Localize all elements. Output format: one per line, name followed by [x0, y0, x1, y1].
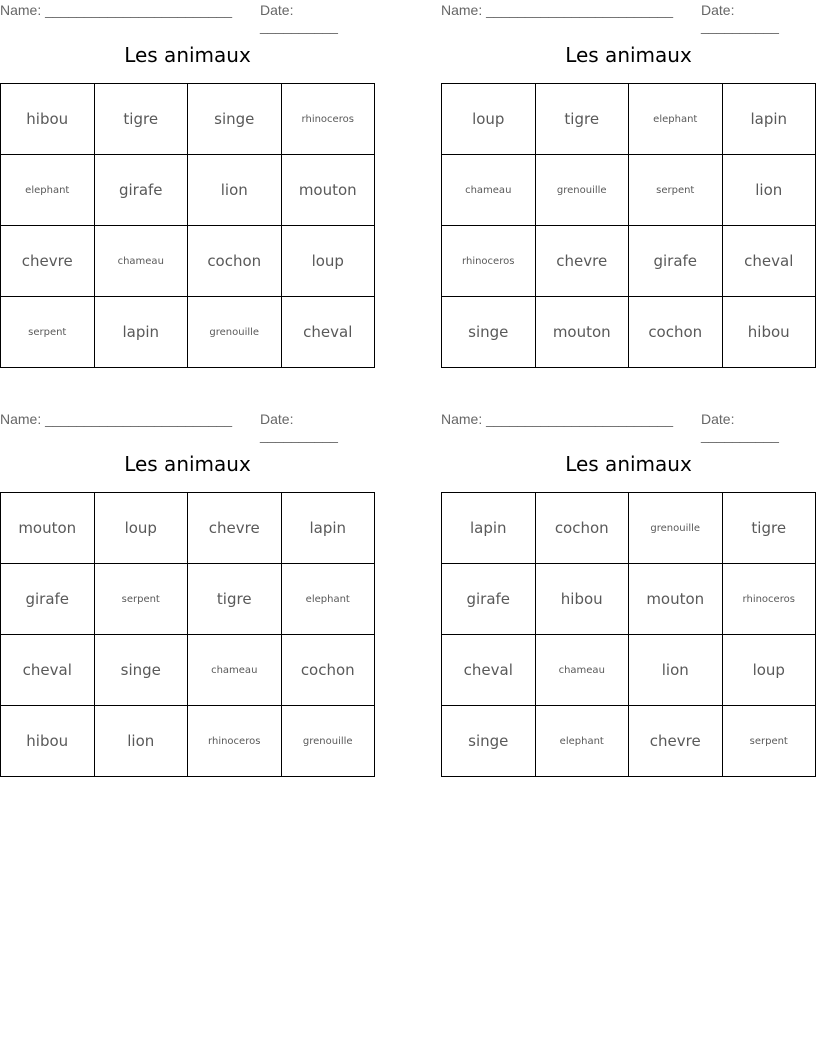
card-title: Les animaux — [565, 452, 692, 476]
grid-cell: lion — [188, 155, 282, 226]
grid-cell: cheval — [442, 635, 536, 706]
grid-cell: serpent — [94, 564, 188, 635]
grid-row — [1, 706, 375, 777]
date-label: Date: __________ — [260, 411, 338, 443]
grid-cell: lapin — [442, 493, 536, 564]
grid-cell: hibou — [722, 297, 816, 368]
grid-row — [442, 564, 816, 635]
grid-cell: cochon — [629, 297, 723, 368]
grid-cell: loup — [722, 635, 816, 706]
card-title: Les animaux — [124, 452, 251, 476]
grid-cell: mouton — [629, 564, 723, 635]
grid-cell: mouton — [1, 493, 95, 564]
grid-cell: elephant — [281, 564, 375, 635]
grid-cell: girafe — [94, 155, 188, 226]
date-label: Date: __________ — [701, 2, 779, 34]
grid-row — [442, 635, 816, 706]
grid-cell: chameau — [188, 635, 282, 706]
grid-cell: singe — [188, 84, 282, 155]
grid-row — [1, 84, 375, 155]
grid-cell: cochon — [281, 635, 375, 706]
grid-cell: tigre — [722, 493, 816, 564]
grid-cell: lapin — [94, 297, 188, 368]
grid-cell: lion — [722, 155, 816, 226]
date-label: Date: __________ — [701, 411, 779, 443]
bingo-grid — [0, 492, 375, 777]
grid-cell: grenouille — [535, 155, 629, 226]
grid-cell: serpent — [629, 155, 723, 226]
grid-cell: chameau — [94, 226, 188, 297]
grid-cell: chameau — [535, 635, 629, 706]
grid-cell: lapin — [722, 84, 816, 155]
header-line — [0, 2, 375, 34]
grid-cell: tigre — [535, 84, 629, 155]
grid-row — [1, 297, 375, 368]
card-title: Les animaux — [565, 43, 692, 67]
grid-cell: rhinoceros — [281, 84, 375, 155]
grid-cell: girafe — [629, 226, 723, 297]
grid-cell: singe — [442, 706, 536, 777]
name-label: Name: ________________________ — [441, 411, 673, 427]
card-title: Les animaux — [124, 43, 251, 67]
grid-row — [1, 226, 375, 297]
grid-cell: lapin — [281, 493, 375, 564]
grid-cell: cheval — [281, 297, 375, 368]
header-line — [441, 2, 816, 34]
grid-cell: elephant — [535, 706, 629, 777]
name-label: Name: ________________________ — [0, 2, 232, 18]
grid-row — [1, 635, 375, 706]
grid-cell: chevre — [1, 226, 95, 297]
grid-cell: singe — [94, 635, 188, 706]
grid-cell: cheval — [1, 635, 95, 706]
grid-cell: elephant — [1, 155, 95, 226]
grid-cell: rhinoceros — [442, 226, 536, 297]
grid-cell: tigre — [188, 564, 282, 635]
grid-cell: serpent — [1, 297, 95, 368]
bingo-grid — [441, 492, 816, 777]
grid-row — [1, 564, 375, 635]
grid-row — [442, 226, 816, 297]
bingo-grid — [441, 83, 816, 368]
grid-cell: hibou — [1, 706, 95, 777]
grid-cell: tigre — [94, 84, 188, 155]
date-label: Date: __________ — [260, 2, 338, 34]
grid-cell: cochon — [188, 226, 282, 297]
grid-row — [1, 493, 375, 564]
grid-cell: loup — [281, 226, 375, 297]
grid-cell: mouton — [281, 155, 375, 226]
grid-row — [442, 493, 816, 564]
grid-cell: chameau — [442, 155, 536, 226]
header-line — [0, 411, 375, 443]
grid-cell: singe — [442, 297, 536, 368]
grid-cell: chevre — [188, 493, 282, 564]
grid-row — [442, 84, 816, 155]
header-line — [441, 411, 816, 443]
grid-cell: cheval — [722, 226, 816, 297]
name-label: Name: ________________________ — [0, 411, 232, 427]
grid-cell: grenouille — [281, 706, 375, 777]
grid-cell: hibou — [535, 564, 629, 635]
grid-row — [1, 155, 375, 226]
grid-cell: rhinoceros — [188, 706, 282, 777]
grid-row — [442, 155, 816, 226]
name-label: Name: ________________________ — [441, 2, 673, 18]
grid-cell: serpent — [722, 706, 816, 777]
grid-cell: chevre — [629, 706, 723, 777]
grid-cell: elephant — [629, 84, 723, 155]
grid-row — [442, 706, 816, 777]
grid-cell: loup — [94, 493, 188, 564]
bingo-grid — [0, 83, 375, 368]
grid-cell: hibou — [1, 84, 95, 155]
grid-cell: loup — [442, 84, 536, 155]
grid-cell: lion — [629, 635, 723, 706]
grid-cell: chevre — [535, 226, 629, 297]
grid-cell: girafe — [1, 564, 95, 635]
grid-row — [442, 297, 816, 368]
grid-cell: grenouille — [188, 297, 282, 368]
grid-cell: rhinoceros — [722, 564, 816, 635]
grid-cell: girafe — [442, 564, 536, 635]
grid-cell: grenouille — [629, 493, 723, 564]
grid-cell: mouton — [535, 297, 629, 368]
grid-cell: cochon — [535, 493, 629, 564]
grid-cell: lion — [94, 706, 188, 777]
